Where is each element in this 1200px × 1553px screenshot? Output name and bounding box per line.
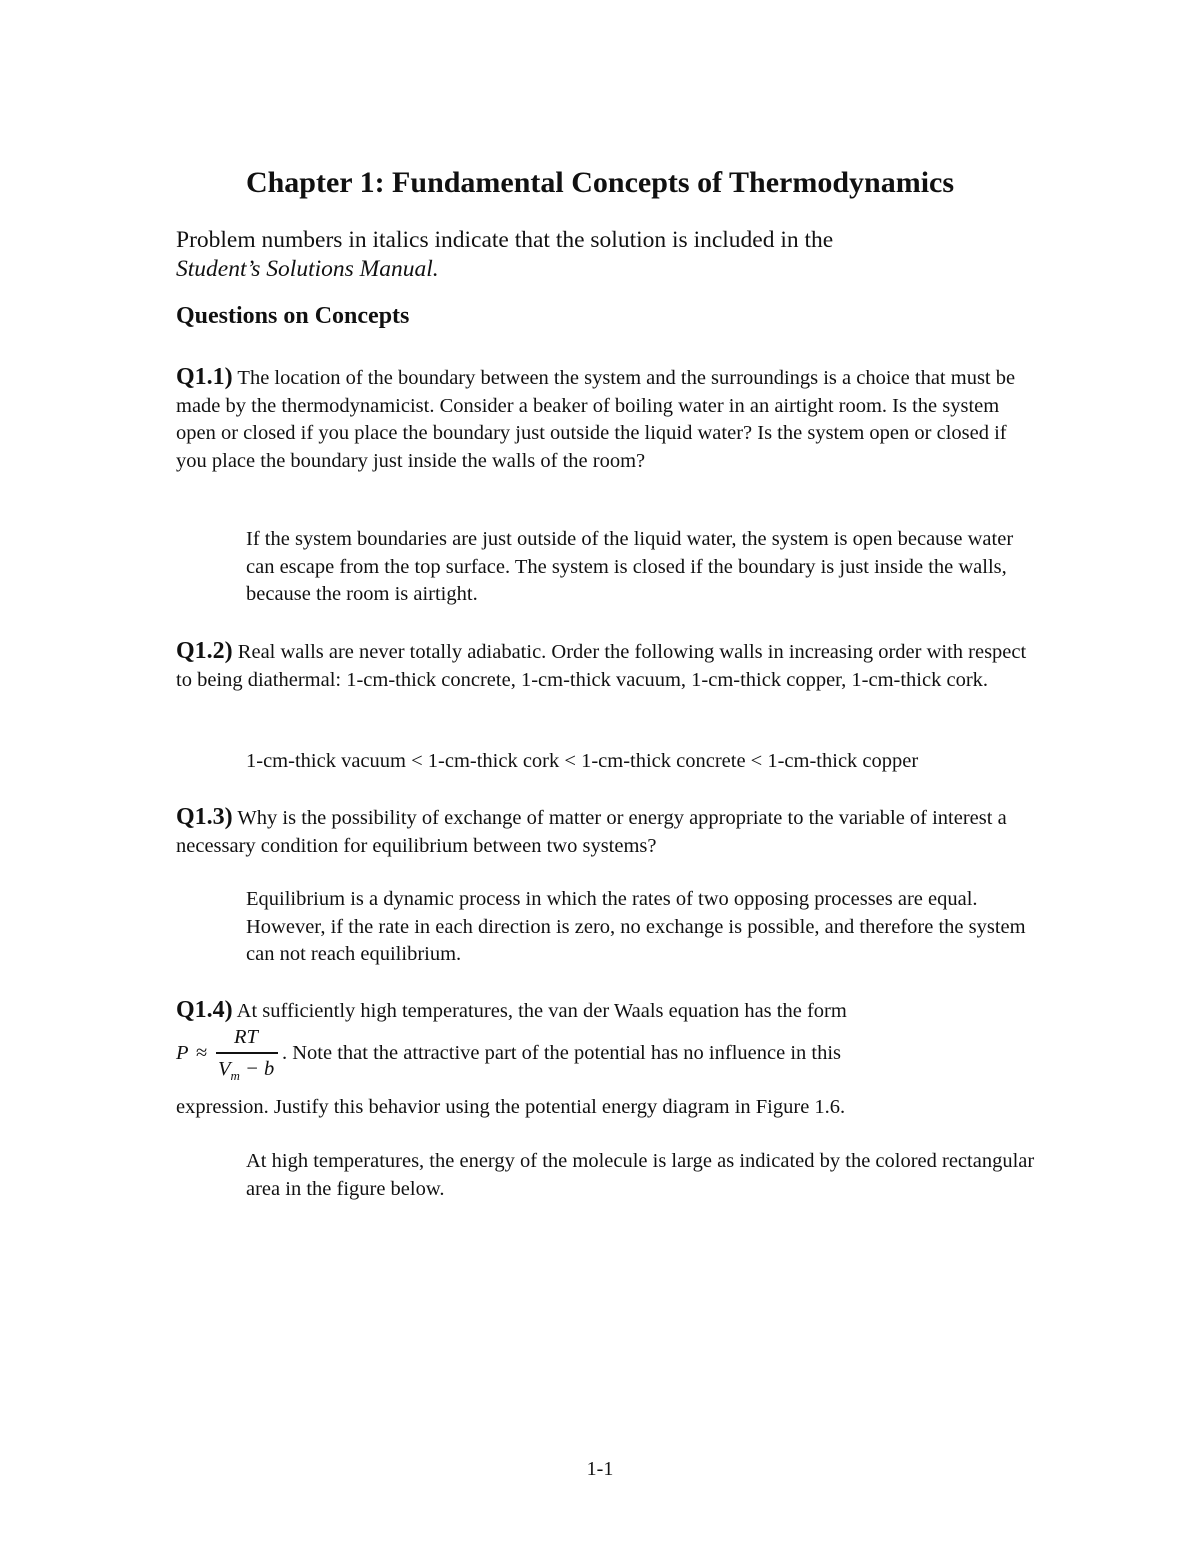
answer-q1-4: At high temperatures, the energy of the molecule is large as indicated by the colored rectangular area in the figure below. [246,1150,1035,1200]
question-q1-3 [176,804,1036,860]
intro-text: Problem numbers in italics indicate that the solution is included in the [176,227,834,253]
question-text: Why is the possibility of exchange of matter or energy appropriate to the variable of interest a necessary condition for equilibrium between two systems? [176,807,1007,857]
question-number: Q1.3) [176,804,233,830]
intro-note [176,226,1036,284]
question-number: Q1.2) [176,638,233,664]
formula-denominator [218,1058,274,1084]
question-text: Real walls are never totally adiabatic. Order the following walls in increasing order with respect to being diathermal: 1-cm-thick concrete, 1-cm-thick vacuum, 1-cm-thick copper, 1-cm-thick cork. [176,641,1027,691]
formula-den-v: V [218,1058,231,1080]
question-q1-4-continued: expression. Justify this behavior using the potential energy diagram in Figure 1.6. [176,1096,846,1118]
formula-tail-text: . Note that the attractive part of the potential has no influence in this [282,1042,842,1064]
formula-den-sub: m [230,1068,240,1084]
fraction-bar [216,1052,278,1054]
page-number: 1-1 [586,1458,614,1480]
question-number: Q1.4) [176,997,233,1023]
formula-numerator: RT [234,1026,258,1048]
question-q1-2 [176,638,1036,694]
van-der-waals-formula [176,1026,1036,1086]
formula-approx-sign: ≈ [196,1042,208,1064]
question-text: The location of the boundary between the system and the surroundings is a choice that must be made by the thermodynamicist. Consider a beaker of boiling water in an airtight room. Is the system open or closed if you place the boundary just outside the liquid water? Is the system open or closed if you place the boundary just inside the walls of the room? [176,367,1016,472]
formula-den-rest: − b [239,1058,275,1080]
section-heading: Questions on Concepts [176,303,410,329]
answer-q1-1: If the system boundaries are just outside of the liquid water, the system is open because water can escape from the top surface. The system is closed if the boundary is just inside the walls, because the room is airtight. [246,528,1014,605]
answer-q1-3: Equilibrium is a dynamic process in which the rates of two opposing processes are equal. However, if the rate in each direction is zero, no exchange is possible, and therefore the system can not reach equilibrium. [246,888,1026,965]
question-text: At sufficiently high temperatures, the van der Waals equation has the form [232,1000,847,1022]
question-q1-1 [176,364,1036,475]
intro-italic-manual: Student’s Solutions Manual. [176,256,439,282]
question-q1-4 [176,997,1036,1026]
formula-lhs: P [176,1042,189,1064]
chapter-title: Chapter 1: Fundamental Concepts of Thermodynamics [245,166,955,199]
question-number: Q1.1) [176,364,233,390]
answer-q1-2: 1-cm-thick vacuum < 1-cm-thick cork < 1-cm-thick concrete < 1-cm-thick copper [246,750,919,772]
